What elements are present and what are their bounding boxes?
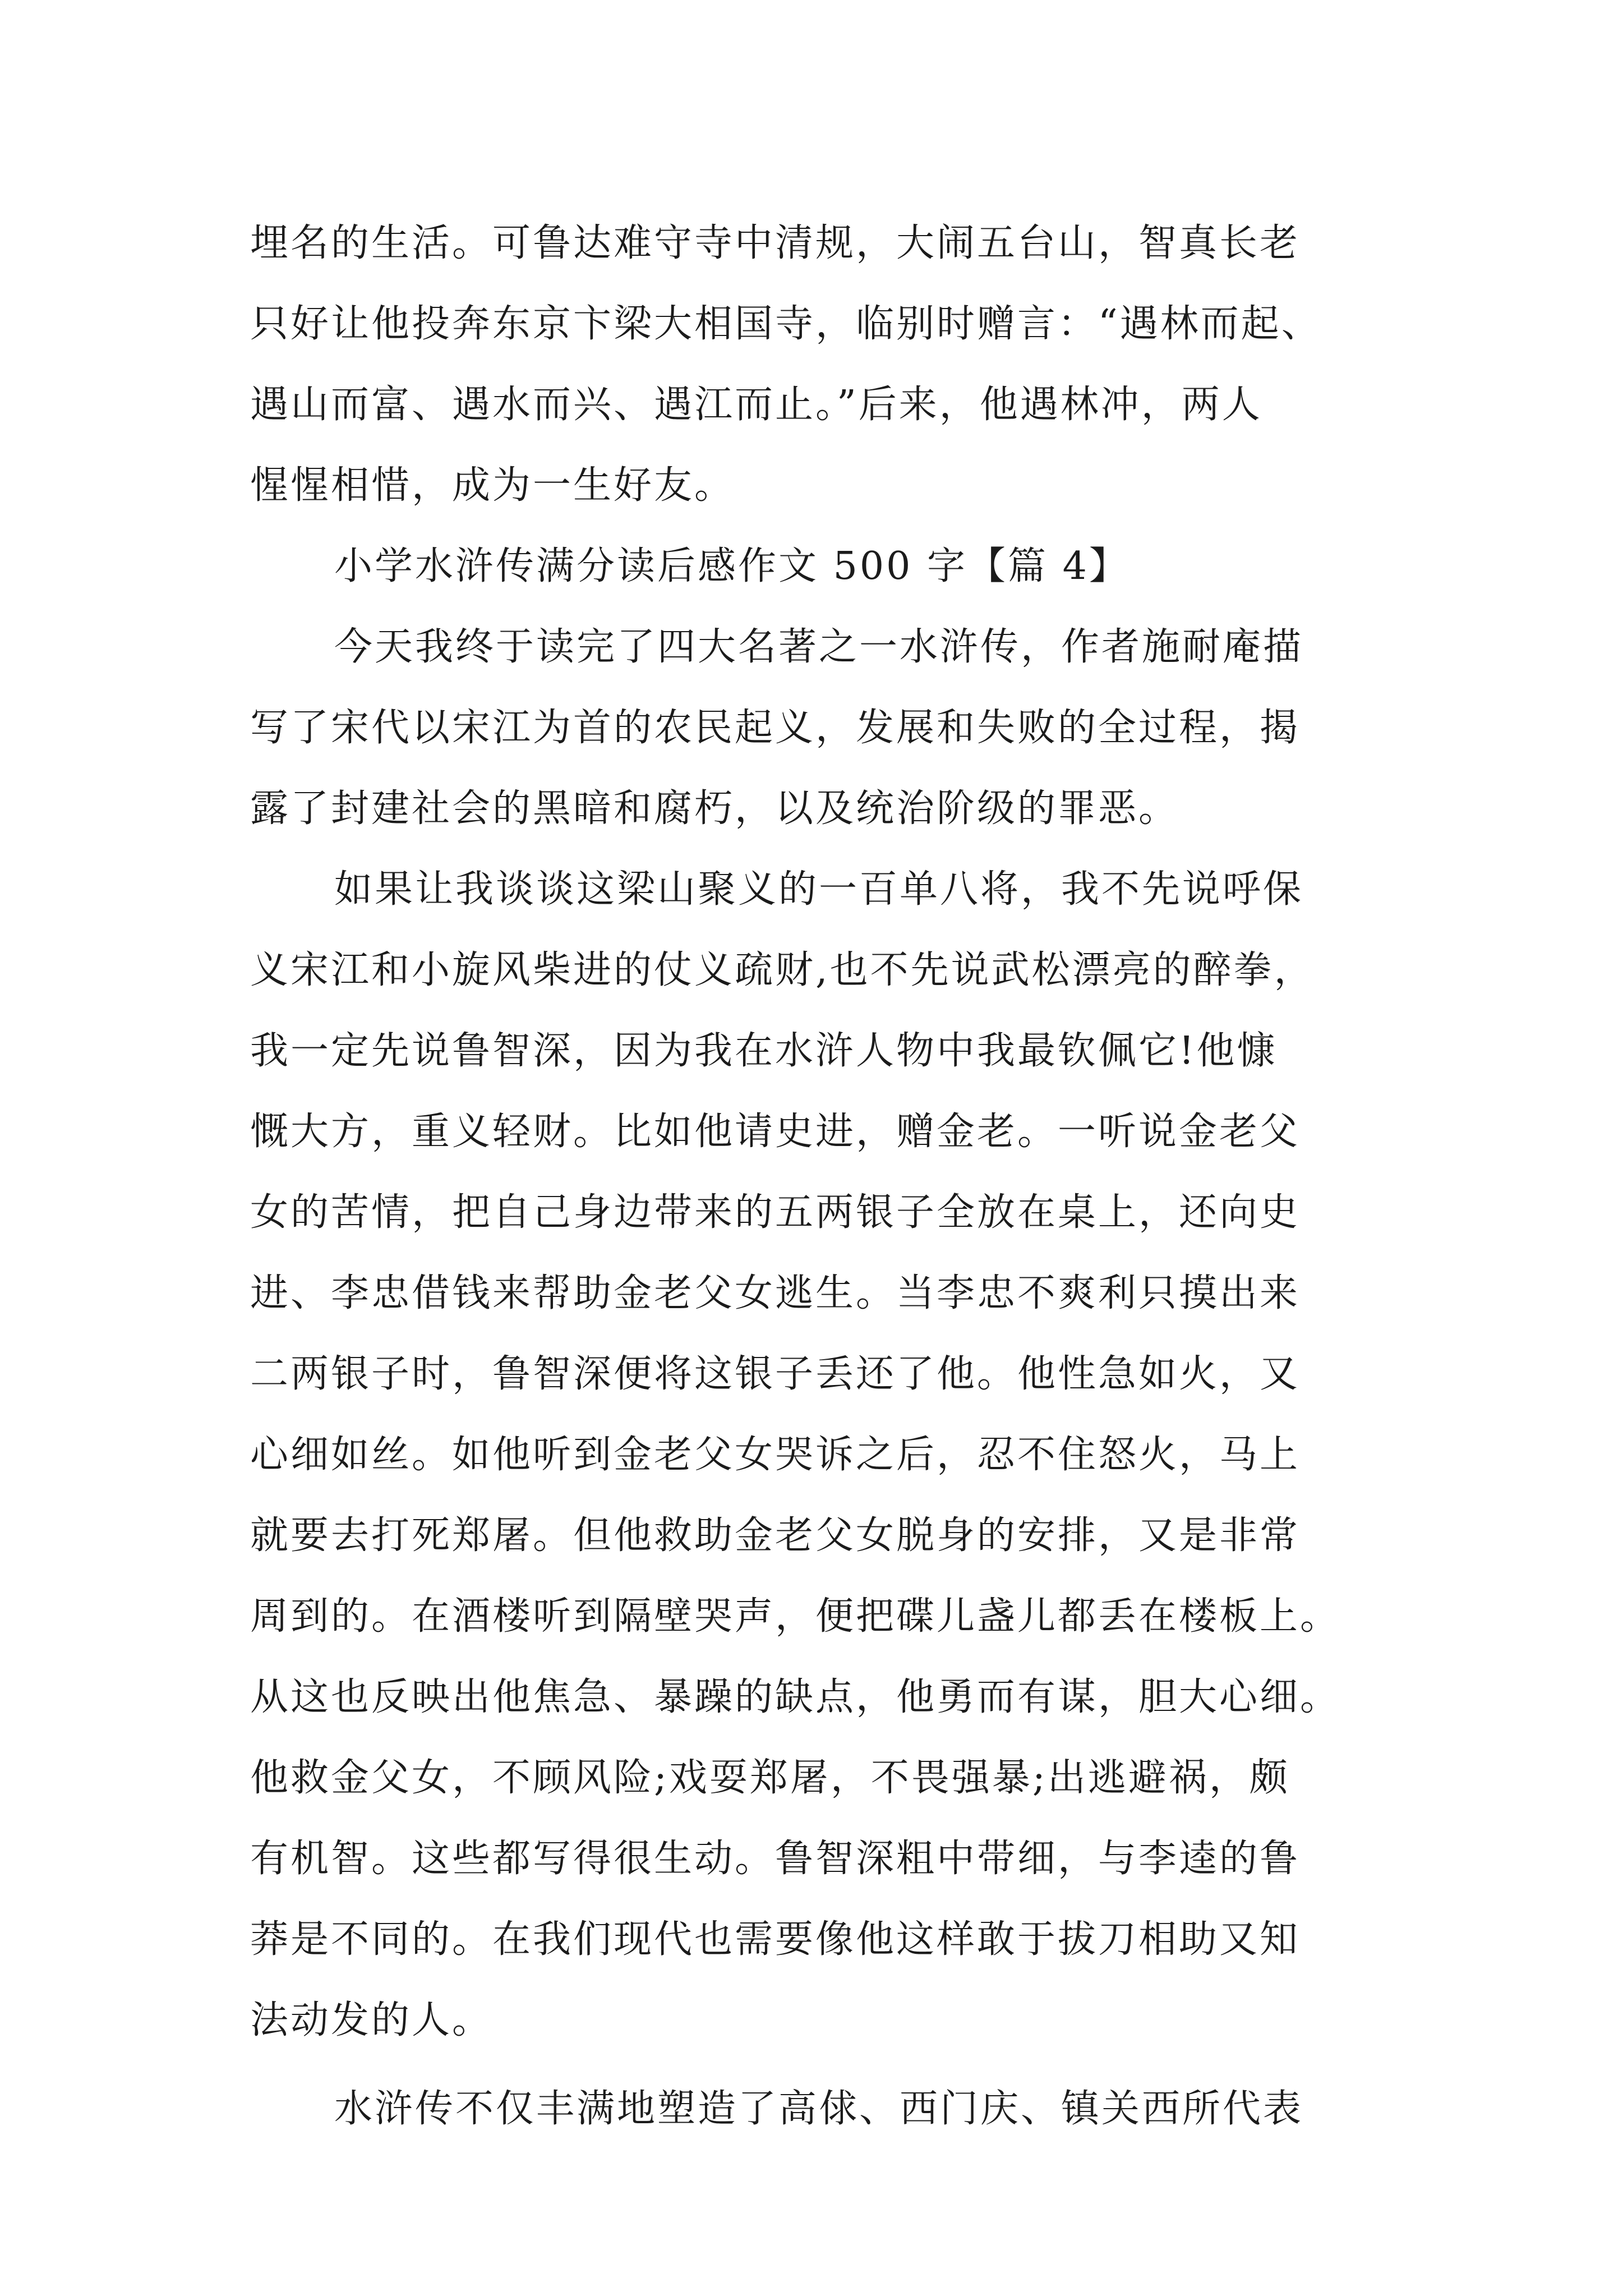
text-line: 从这也反映出他焦急、暴躁的缺点，他勇而有谋，胆大心细。 xyxy=(250,1675,1341,1719)
text-line: 露了封建社会的黑暗和腐朽，以及统治阶级的罪恶。 xyxy=(250,786,1179,831)
text-line: 有机智。这些都写得很生动。鲁智深粗中带细，与李逵的鲁 xyxy=(250,1837,1301,1881)
text-line: 义宋江和小旋风柴进的仗义疏财,也不先说武松漂亮的醉拳， xyxy=(250,948,1315,992)
text-line: 我一定先说鲁智深，因为我在水浒人物中我最钦佩它!他慷 xyxy=(250,1029,1278,1073)
text-line: 惺惺相惜，成为一生好友。 xyxy=(250,463,735,508)
text-line: 莽是不同的。在我们现代也需要像他这样敢于拔刀相助又知 xyxy=(250,1917,1301,1962)
text-line: 进、李忠借钱来帮助金老父女逃生。当李忠不爽利只摸出来 xyxy=(250,1271,1301,1315)
text-line: 慨大方，重义轻财。比如他请史进，赠金老。一听说金老父 xyxy=(250,1110,1301,1154)
text-line: 遇山而富、遇水而兴、遇江而止。”后来，他遇林冲，两人 xyxy=(250,383,1262,427)
text-line: 女的苦情，把自己身边带来的五两银子全放在桌上，还向史 xyxy=(250,1190,1301,1235)
text-line: 二两银子时，鲁智深便将这银子丢还了他。他性急如火，又 xyxy=(250,1352,1301,1396)
text-line: 就要去打死郑屠。但他救助金老父女脱身的安排，又是非常 xyxy=(250,1513,1301,1558)
paragraph-start: 今天我终于读完了四大名著之一水浒传，作者施耐庵描 xyxy=(334,625,1304,669)
paragraph-start: 如果让我谈谈这梁山聚义的一百单八将，我不先说呼保 xyxy=(334,867,1304,912)
paragraph-start: 水浒传不仅丰满地塑造了高俅、西门庆、镇关西所代表 xyxy=(334,2087,1304,2131)
text-line: 心细如丝。如他听到金老父女哭诉之后，忍不住怒火，马上 xyxy=(250,1433,1301,1477)
section-heading: 小学水浒传满分读后感作文 500 字【篇 4】 xyxy=(334,544,1129,588)
text-line: 法动发的人。 xyxy=(250,1998,493,2042)
text-line: 他救金父女，不顾风险;戏耍郑屠，不畏强暴;出逃避祸，颇 xyxy=(250,1756,1290,1800)
text-line: 写了宋代以宋江为首的农民起义，发展和失败的全过程，揭 xyxy=(250,706,1301,750)
text-line: 埋名的生活。可鲁达难守寺中清规，大闹五台山，智真长老 xyxy=(250,221,1301,265)
text-line: 周到的。在酒楼听到隔壁哭声，便把碟儿盏儿都丢在楼板上。 xyxy=(250,1594,1341,1639)
text-line: 只好让他投奔东京卞梁大相国寺，临别时赠言：“遇林而起、 xyxy=(250,302,1322,346)
